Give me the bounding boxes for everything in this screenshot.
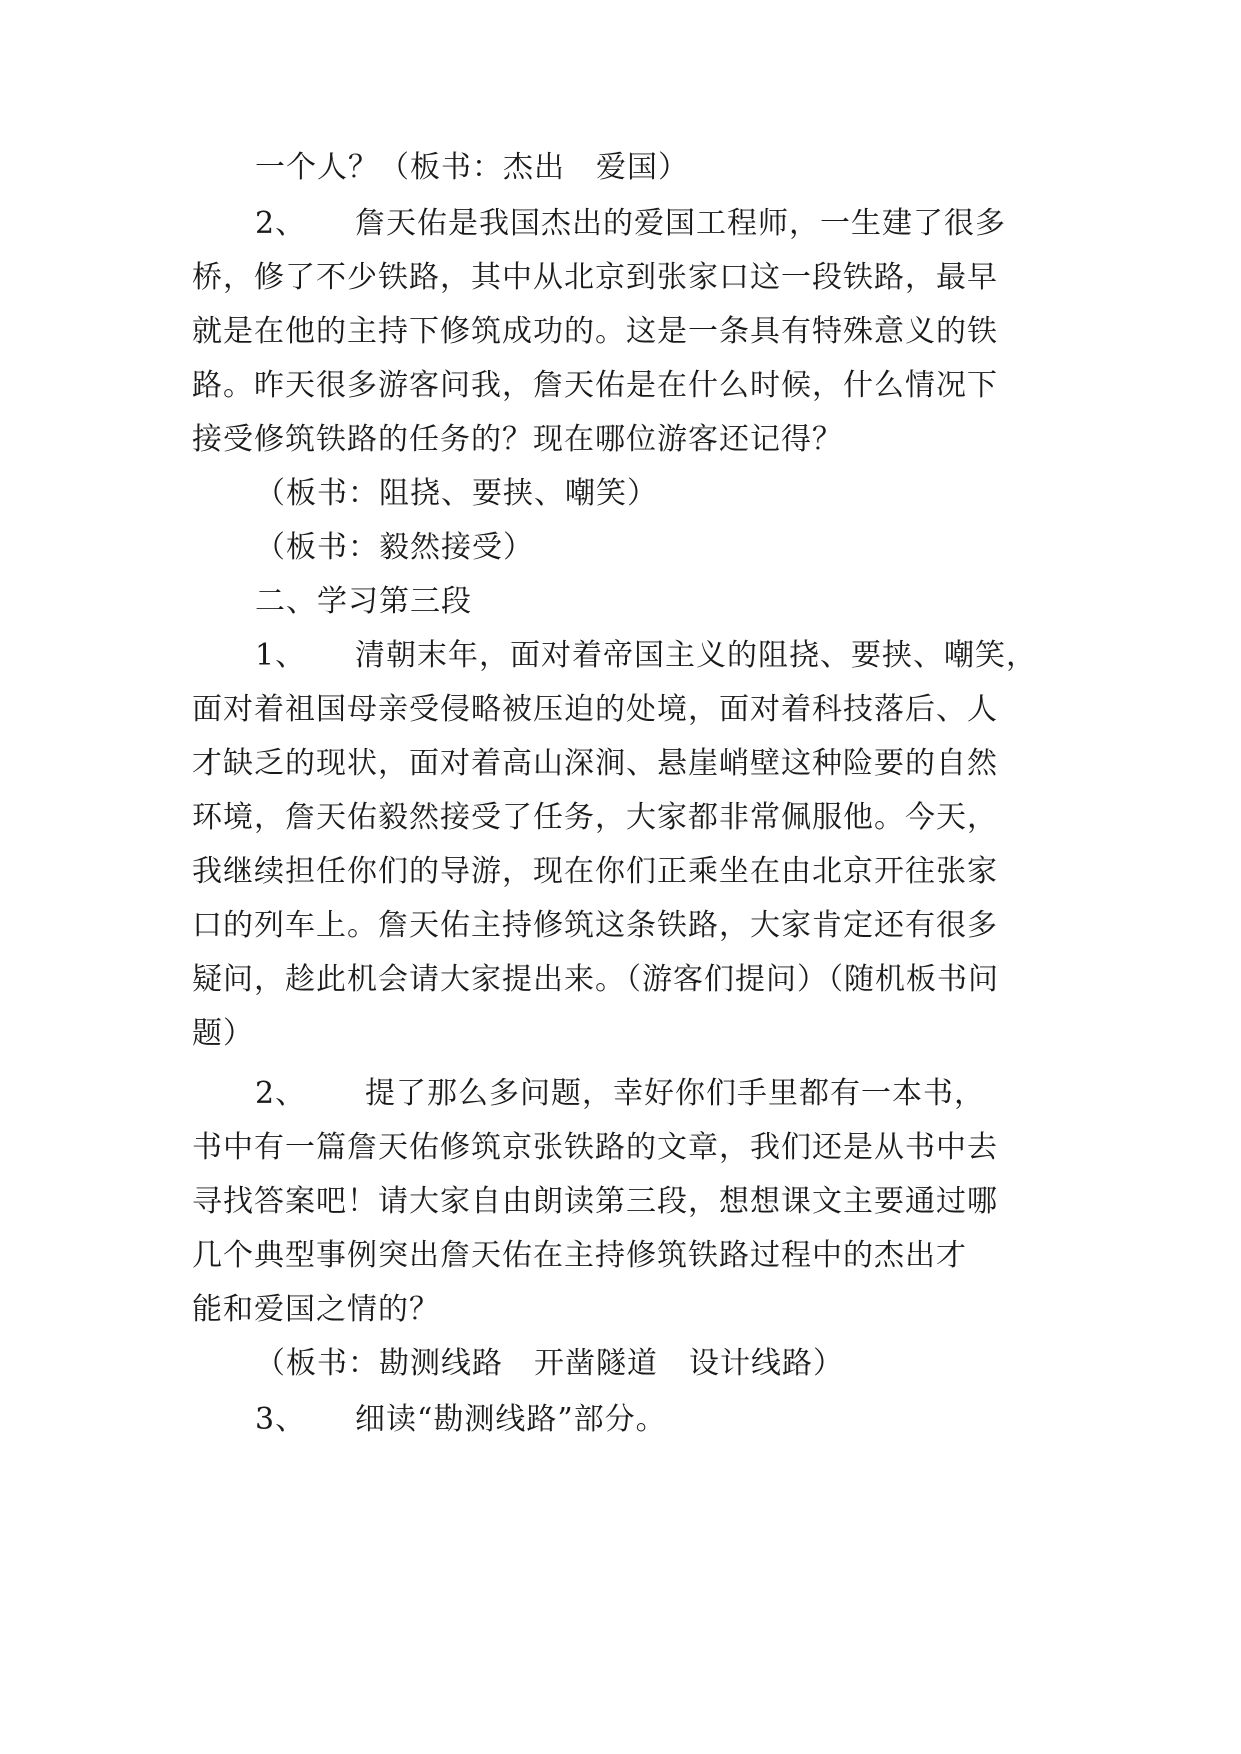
item-number: 2、 — [255, 206, 307, 241]
text-line: 接受修筑铁路的任务的？现在哪位游客还记得？ — [192, 422, 843, 457]
text-line: 面对着祖国母亲受侵略被压迫的处境，面对着科技落后、人 — [192, 692, 998, 727]
text-line: （板书：毅然接受） — [255, 530, 534, 565]
numbered-paragraph — [255, 636, 1115, 676]
text-line: 提了那么多问题，幸好你们手里都有一本书， — [365, 1076, 985, 1111]
text-line: 一个人？（板书：杰出 爱国） — [255, 150, 689, 185]
text-line: 詹天佑是我国杰出的爱国工程师，一生建了很多 — [355, 206, 1006, 241]
text-line: 题） — [192, 1016, 254, 1051]
numbered-paragraph — [255, 1400, 1115, 1440]
text-line: 就是在他的主持下修筑成功的。这是一条具有特殊意义的铁 — [192, 314, 998, 349]
text-line: 口的列车上。詹天佑主持修筑这条铁路，大家肯定还有很多 — [192, 908, 998, 943]
text-line: 几个典型事例突出詹天佑在主持修筑铁路过程中的杰出才 — [192, 1238, 967, 1273]
section-heading: 二、学习第三段 — [255, 584, 472, 619]
text-line: 桥，修了不少铁路，其中从北京到张家口这一段铁路，最早 — [192, 260, 998, 295]
text-line: 细读“勘测线路”部分。 — [355, 1402, 667, 1437]
item-number: 2、 — [255, 1076, 307, 1111]
text-line: 书中有一篇詹天佑修筑京张铁路的文章，我们还是从书中去 — [192, 1130, 998, 1165]
text-line: 我继续担任你们的导游，现在你们正乘坐在由北京开往张家 — [192, 854, 998, 889]
text-line: 路。昨天很多游客问我，詹天佑是在什么时候，什么情况下 — [192, 368, 998, 403]
text-line: 清朝末年，面对着帝国主义的阻挠、要挟、嘲笑， — [355, 638, 1037, 673]
text-line: 能和爱国之情的？ — [192, 1292, 440, 1327]
numbered-paragraph — [255, 204, 1115, 244]
text-line: 疑问，趁此机会请大家提出来。（游客们提问）（随机板书问 — [192, 962, 999, 997]
text-line: 环境，詹天佑毅然接受了任务，大家都非常佩服他。今天， — [192, 800, 998, 835]
item-number: 3、 — [255, 1402, 307, 1437]
item-number: 1、 — [255, 638, 307, 673]
numbered-paragraph — [255, 1074, 1115, 1114]
text-line: （板书：阻挠、要挟、嘲笑） — [255, 476, 658, 511]
text-line: 才缺乏的现状，面对着高山深涧、悬崖峭壁这种险要的自然 — [192, 746, 998, 781]
text-line: 寻找答案吧！请大家自由朗读第三段，想想课文主要通过哪 — [192, 1184, 998, 1219]
text-line: （板书：勘测线路 开凿隧道 设计线路） — [255, 1346, 844, 1381]
